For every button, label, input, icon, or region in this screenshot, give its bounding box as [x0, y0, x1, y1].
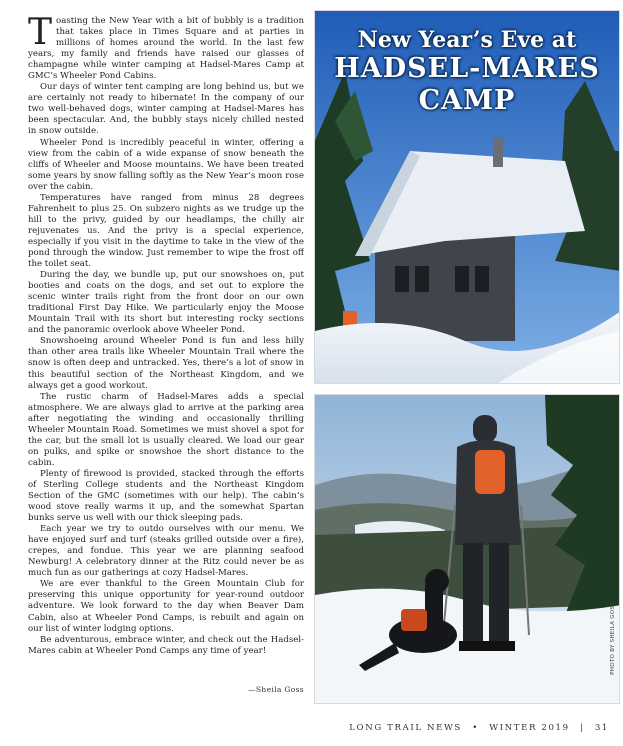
article-paragraph: During the day, we bundle up, put our snowshoes on, put booties and coats on the dogs, and set out to explore the scenic winter trails right from the front door on our own traditional First Day Hike. We particularly enjoy the Moose Mountain Trail with its short but interesting rocky sections and the panoramic overlook above Wheeler Pond.	[28, 270, 304, 336]
photo-credit: PHOTO BY SHEILA GOSS	[610, 602, 616, 675]
article-paragraph: The rustic charm of Hadsel-Mares adds a special atmosphere. We are always glad to arrive at the parking area after negotiating the winding and occasionally thrilling Wheeler Mountain Road. Sometimes we must shovel a spot for the car, but the small lot is usually cleared. We load our gear on pulks, and spike or snowshoe the short distance to the cabin.	[28, 391, 304, 468]
article-paragraph: Temperatures have ranged from minus 28 degrees Fahrenheit to plus 25. On subzero nights as we trudge up the hill to the privy, guided by our headlamps, the chilly air rejuvenates us. And the privy is a special experience, especially if you visit in the daytime to take in the view of the pond through the window. Just remember to wipe the frost off the toilet seat.	[28, 192, 304, 270]
article-paragraph: We are ever thankful to the Green Mountain Club for preserving this unique opportunity for year-round outdoor adventure. We look forward to the day when Beaver Dam Cabin, also at Wheeler Pond Camps, is rebuilt and again on our list of winter lodging options.	[28, 579, 304, 634]
first-paragraph-text: oasting the New Year with a bit of bubbly is a tradition that takes place in Times Square and at parties in millions of homes around the world. In the last few years, my family and friends have raised our glasses of champagne while winter camping at Hadsel-Mares Camp at GMC’s Wheeler Pond Cabins.	[28, 16, 304, 82]
footer-bullet: •	[472, 723, 479, 733]
drop-cap: T	[28, 16, 53, 53]
headline-line-3: CAMP	[418, 85, 516, 116]
byline: —Sheila Goss	[247, 685, 304, 694]
headline-line-2: HADSEL-MARES	[334, 53, 600, 84]
headline	[315, 27, 619, 117]
article-paragraph: Our days of winter tent camping are long behind us, but we are certainly not ready to hibernate! In the company of our two well-behaved dogs, winter camping at Hadsel-Mares has been spectacular. And, the bubbly stays nicely chilled nested in snow outside.	[28, 82, 304, 137]
article-paragraph: Plenty of firewood is provided, stacked through the efforts of Sterling College students and the Northeast Kingdom Section of the GMC (sometimes with our help). The cabin’s wood stove really warms it up, and the somewhat Spartan bunks serve us well with our thick sleeping pads.	[28, 468, 304, 524]
article-paragraph: Be adventurous, embrace winter, and check out the Hadsel-Mares cabin at Wheeler Pond Camps any time of year!	[28, 634, 304, 656]
article-paragraph: Wheeler Pond is incredibly peaceful in winter, offering a view from the cabin of a wide expanse of snow beneath the cliffs of Wheeler and Moose mountains. We have been treated some years by snow falling softly as the New Year’s moon rose over the cabin.	[28, 137, 304, 192]
page-number: 31	[594, 723, 609, 733]
article-body	[28, 16, 304, 706]
hiker-dog-photo-illustration	[315, 395, 620, 704]
article-paragraph-1	[28, 16, 304, 82]
page-footer	[349, 723, 609, 733]
article-paragraph: Snowshoeing around Wheeler Pond is fun and less hilly than other area trails like Wheeler Mountain Trail where the snow is often deep and untracked. Yes, there’s a lot of snow in this beautiful section of the Northeast Kingdom, and we always get a good workout.	[28, 336, 304, 391]
footer-divider: |	[580, 723, 585, 733]
cabin-photo	[314, 10, 620, 384]
hiker-dog-photo	[314, 394, 620, 704]
issue-label: WINTER 2019	[489, 723, 570, 733]
publication-name: LONG TRAIL NEWS	[349, 723, 462, 733]
article-paragraph: Each year we try to outdo ourselves with our menu. We have enjoyed surf and turf (steaks grilled outside over a fire), crepes, and fondue. This year we are planning seafood Newburg! A celebratory dinner at the Ritz could never be as much fun as our gatherings at cozy Hadsel-Mares.	[28, 524, 304, 579]
headline-line-1: New Year’s Eve at	[357, 27, 577, 53]
